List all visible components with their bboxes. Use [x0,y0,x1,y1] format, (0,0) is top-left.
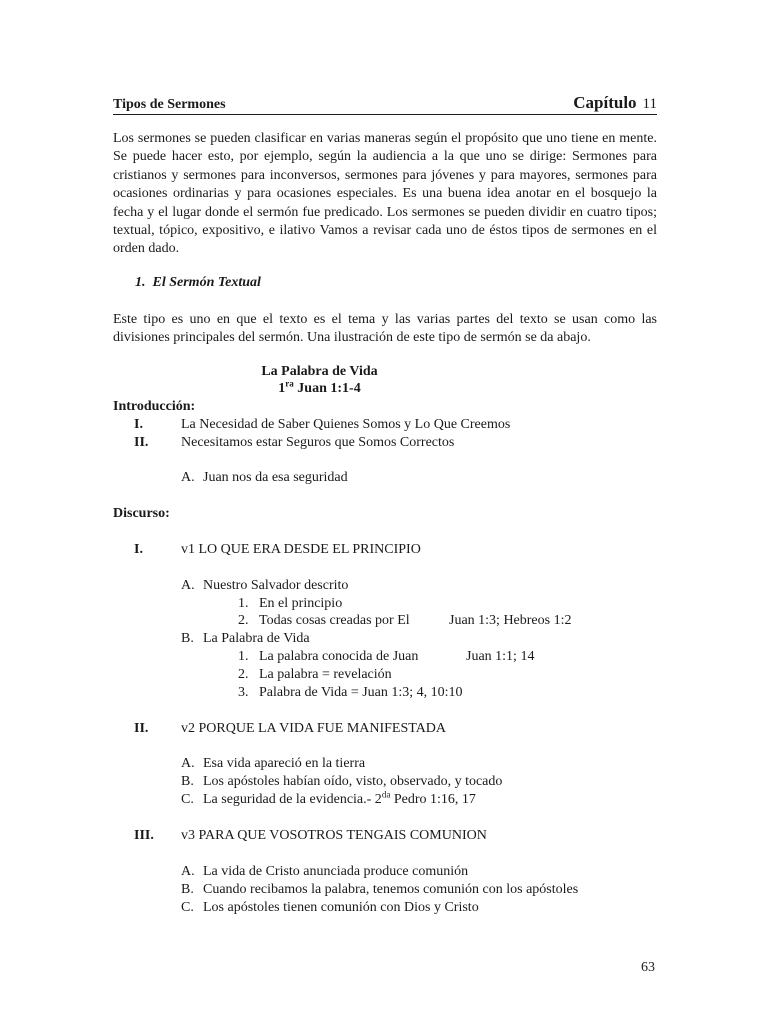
intro-item-1: La Necesidad de Saber Quienes Somos y Lo Que Creemos [181,417,511,432]
sermon-reference [113,378,526,397]
point-2-sub-c-post: Pedro 1:16, 17 [390,792,476,807]
point-3-sub-b-text: Cuando recibamos la palabra, tenemos comunión con los apóstoles [203,882,579,897]
point-2-sub-c-text [203,789,476,808]
point-2-heading: v2 PORQUE LA VIDA FUE MANIFESTADA [181,721,447,736]
section-number: 1. [135,275,146,290]
point-3-numeral: III. [134,828,154,843]
point-2-sub-c-letter: C. [181,792,194,807]
point-1-a1-text: En el principio [259,596,343,611]
running-header [113,93,657,115]
intro-paragraph: Los sermones se pueden clasificar en varias maneras según el propósito que uno tiene en mente. Se puede hacer esto, por ejemplo, según la audiencia a la que uno se dirige: Sermones para cristianos y sermones para inconversos, sermones para jóvenes y para mayores, sermones para ocasiones ordinarias y para ocasiones especiales. Es una buena idea anotar en el bosquejo la fecha y el lugar donde el sermón fue predicado. Los sermones se pueden dividir en cuatro tipos; textual, tópico, expositivo, e ilativo Vamos a revisar cada uno de éstos tipos de sermones en el orden dado. [113,131,657,257]
point-1-sub-b-text: La Palabra de Vida [203,631,310,646]
point-1-b2-text: La palabra = revelación [259,667,392,682]
point-1-a2-number: 2. [238,613,249,628]
intro-sub-text: Juan nos da esa seguridad [203,470,348,485]
point-3-sub-c-letter: C. [181,900,194,915]
section-paragraph: Este tipo es uno en que el texto es el tema y las varias partes del texto se usan como las divisiones principales del sermón. Una ilustración de este tipo de sermón se da abajo. [113,312,657,346]
point-1-sub-b-letter: B. [181,631,194,646]
point-1-numeral: I. [134,542,143,557]
point-1-sub-a-letter: A. [181,578,195,593]
document-page [113,93,657,915]
discurso-label: Discurso: [113,506,170,521]
section-title: El Sermón Textual [152,275,261,290]
point-3-sub-c-text: Los apóstoles tienen comunión con Dios y Cristo [203,900,479,915]
point-1-a2-ref: Juan 1:3; Hebreos 1:2 [449,613,572,628]
point-2-sub-a-letter: A. [181,756,195,771]
point-1-heading: v1 LO QUE ERA DESDE EL PRINCIPIO [181,542,421,557]
point-3-heading: v3 PARA QUE VOSOTROS TENGAIS COMUNION [181,828,487,843]
chapter-label: Capítulo [573,93,637,112]
point-2-sub-c-pre: La seguridad de la evidencia.- 2 [203,792,382,807]
point-1-a1-number: 1. [238,596,249,611]
point-2-sub-b-letter: B. [181,774,194,789]
introduccion-label: Introducción: [113,399,196,414]
point-2-sub-a-text: Esa vida apareció en la tierra [203,756,366,771]
point-1-b3-text: Palabra de Vida = Juan 1:3; 4, 10:10 [259,685,463,700]
intro-numeral-1: I. [134,417,143,432]
point-3-sub-a-letter: A. [181,864,195,879]
point-1-a2-text: Todas cosas creadas por El [259,613,410,628]
point-1-b3-number: 3. [238,685,249,700]
sermon-title: La Palabra de Vida [261,364,378,379]
chapter-number: 11 [642,96,657,112]
point-1-b1-ref: Juan 1:1; 14 [466,649,535,664]
point-1-b1-text: La palabra conocida de Juan [259,649,419,664]
intro-item-2: Necesitamos estar Seguros que Somos Correctos [181,435,455,450]
intro-sub-letter: A. [181,470,195,485]
point-1-b2-number: 2. [238,667,249,682]
section-heading [135,275,261,291]
point-3-sub-a-text: La vida de Cristo anunciada produce comunión [203,864,469,879]
intro-numeral-2: II. [134,435,149,450]
point-1-sub-a-text: Nuestro Salvador descrito [203,578,349,593]
ref-prefix: 1 [278,381,286,396]
point-1-b1-number: 1. [238,649,249,664]
chapter-heading [573,93,657,113]
point-2-sub-b-text: Los apóstoles habían oído, visto, observado, y tocado [203,774,503,789]
ref-rest: Juan 1:1-4 [293,381,361,396]
page-number: 63 [641,960,655,975]
point-2-sub-c-sup: da [381,789,391,800]
point-2-numeral: II. [134,721,149,736]
ref-superscript: ra [285,378,294,389]
point-3-sub-b-letter: B. [181,882,194,897]
header-title: Tipos de Sermones [113,97,226,112]
